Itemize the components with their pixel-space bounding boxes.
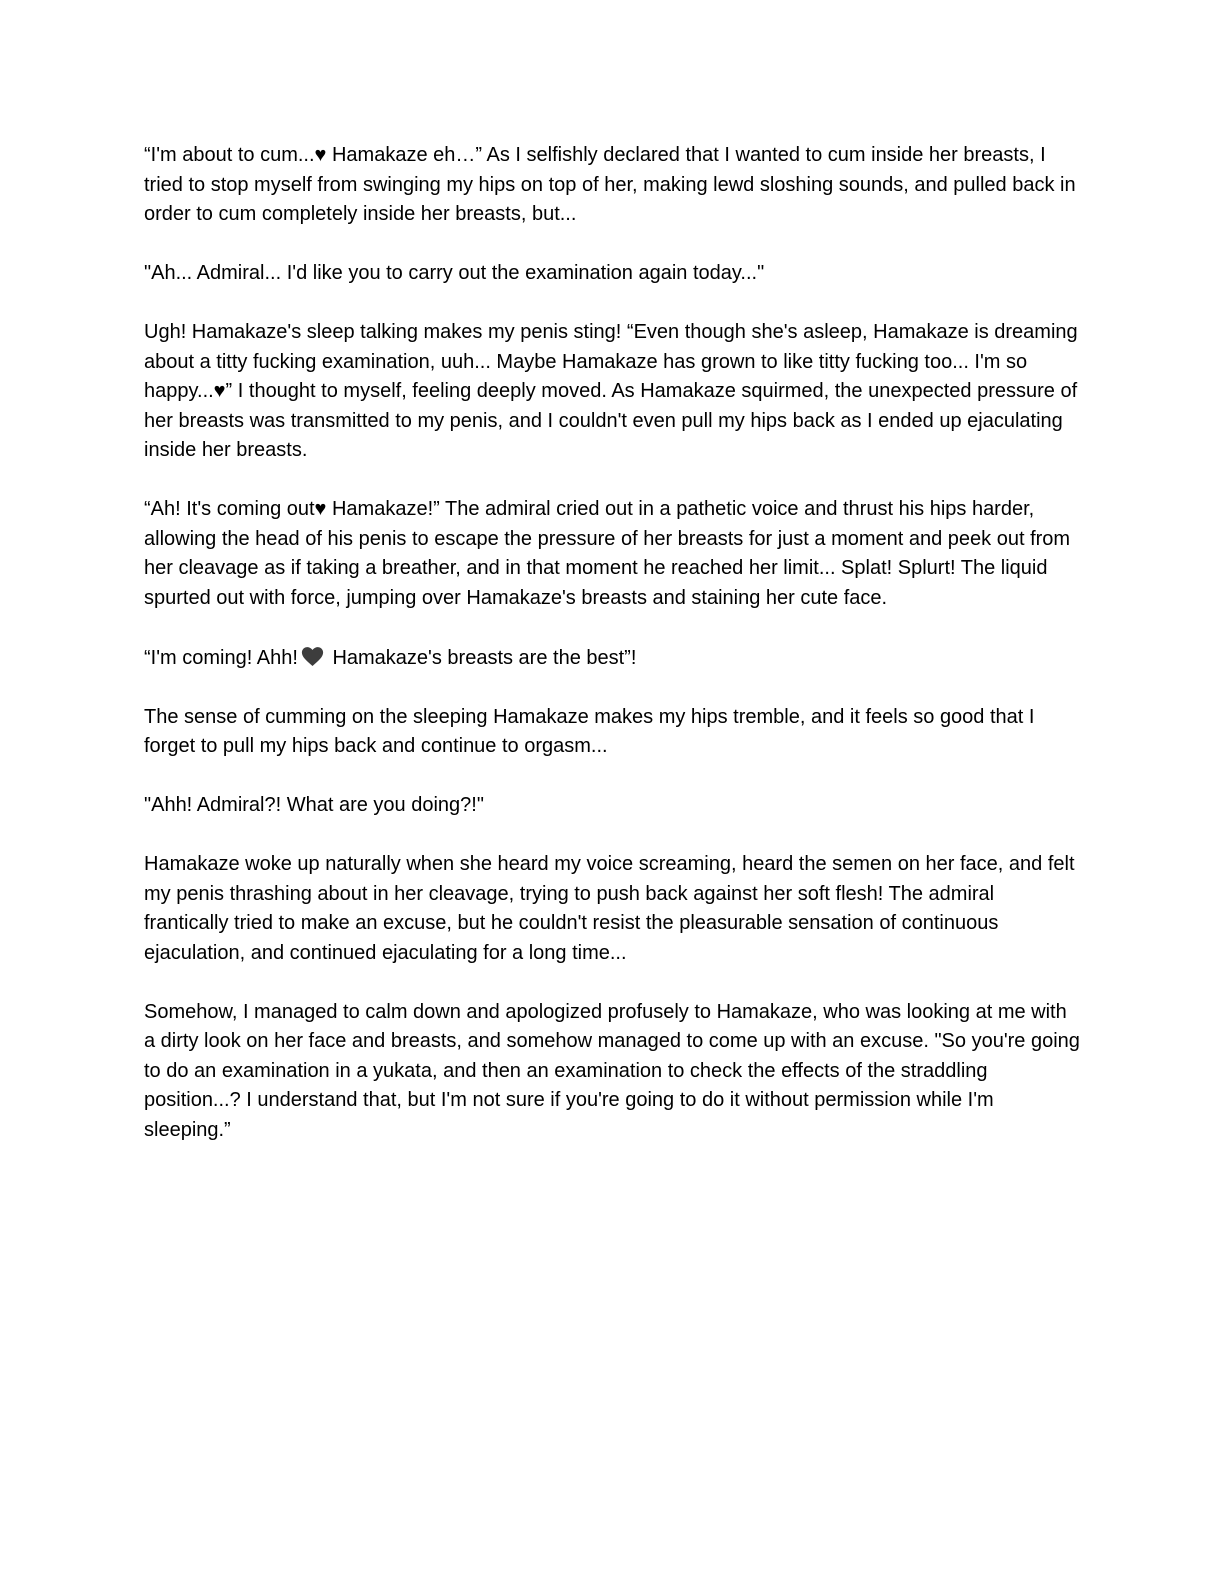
paragraph: The sense of cumming on the sleeping Hamakaze makes my hips tremble, and it feels so good that I forget to pull my hips back and continue to orgasm... — [144, 705, 1041, 757]
black-heart-emoji — [299, 643, 326, 669]
paragraph: “I'm about to cum...♥ Hamakaze eh…” As I selfishly declared that I wanted to cum inside her breasts, I tried to stop myself from swinging my hips on top of her, making lewd sloshing sounds, and pulled back in order to cum completely inside her breasts, but... — [144, 144, 1082, 225]
document-content — [144, 141, 1086, 1145]
paragraph: Ugh! Hamakaze's sleep talking makes my penis sting! “Even though she's asleep, Hamakaze is dreaming about a titty fucking examination, uuh... Maybe Hamakaze has grown to like titty fucking too... I'm so happy...♥” I thought to myself, feeling deeply moved. As Hamakaze squirmed, the unexpected pressure of her breasts was transmitted to my penis, and I couldn't even pull my hips back as I ended up ejaculating inside her breasts. — [144, 321, 1084, 461]
paragraph: “I'm coming! Ahh! Hamakaze's breasts are the best”! — [144, 643, 1080, 674]
paragraph: "Ah... Admiral... I'd like you to carry out the examination again today..." — [144, 262, 765, 284]
paragraph: “Ah! It's coming out♥ Hamakaze!” The admiral cried out in a pathetic voice and thrust his hips harder, allowing the head of his penis to escape the pressure of her breasts for just a moment and peek out from her cleavage as if taking a breather, and in that moment he reached her limit... Splat! Splurt! The liquid spurted out with force, jumping over Hamakaze's breasts and staining her cute face. — [144, 498, 1076, 609]
paragraph: Somehow, I managed to calm down and apologized profusely to Hamakaze, who was looking at me with a dirty look on her face and breasts, and somehow managed to come up with an excuse. "So you're going to do an examination in a yukata, and then an examination to check the effects of the straddling position...? I understand that, but I'm not sure if you're going to do it without permission while I'm sleeping.” — [144, 1000, 1086, 1141]
paragraph: Hamakaze woke up naturally when she heard my voice screaming, heard the semen on her face, and felt my penis thrashing about in her cleavage, trying to push back against her soft flesh! The admiral frantically tried to make an excuse, but he couldn't resist the pleasurable sensation of continuous ejaculation, and continued ejaculating for a long time... — [144, 853, 1081, 964]
paragraph: "Ahh! Admiral?! What are you doing?!" — [144, 794, 484, 816]
